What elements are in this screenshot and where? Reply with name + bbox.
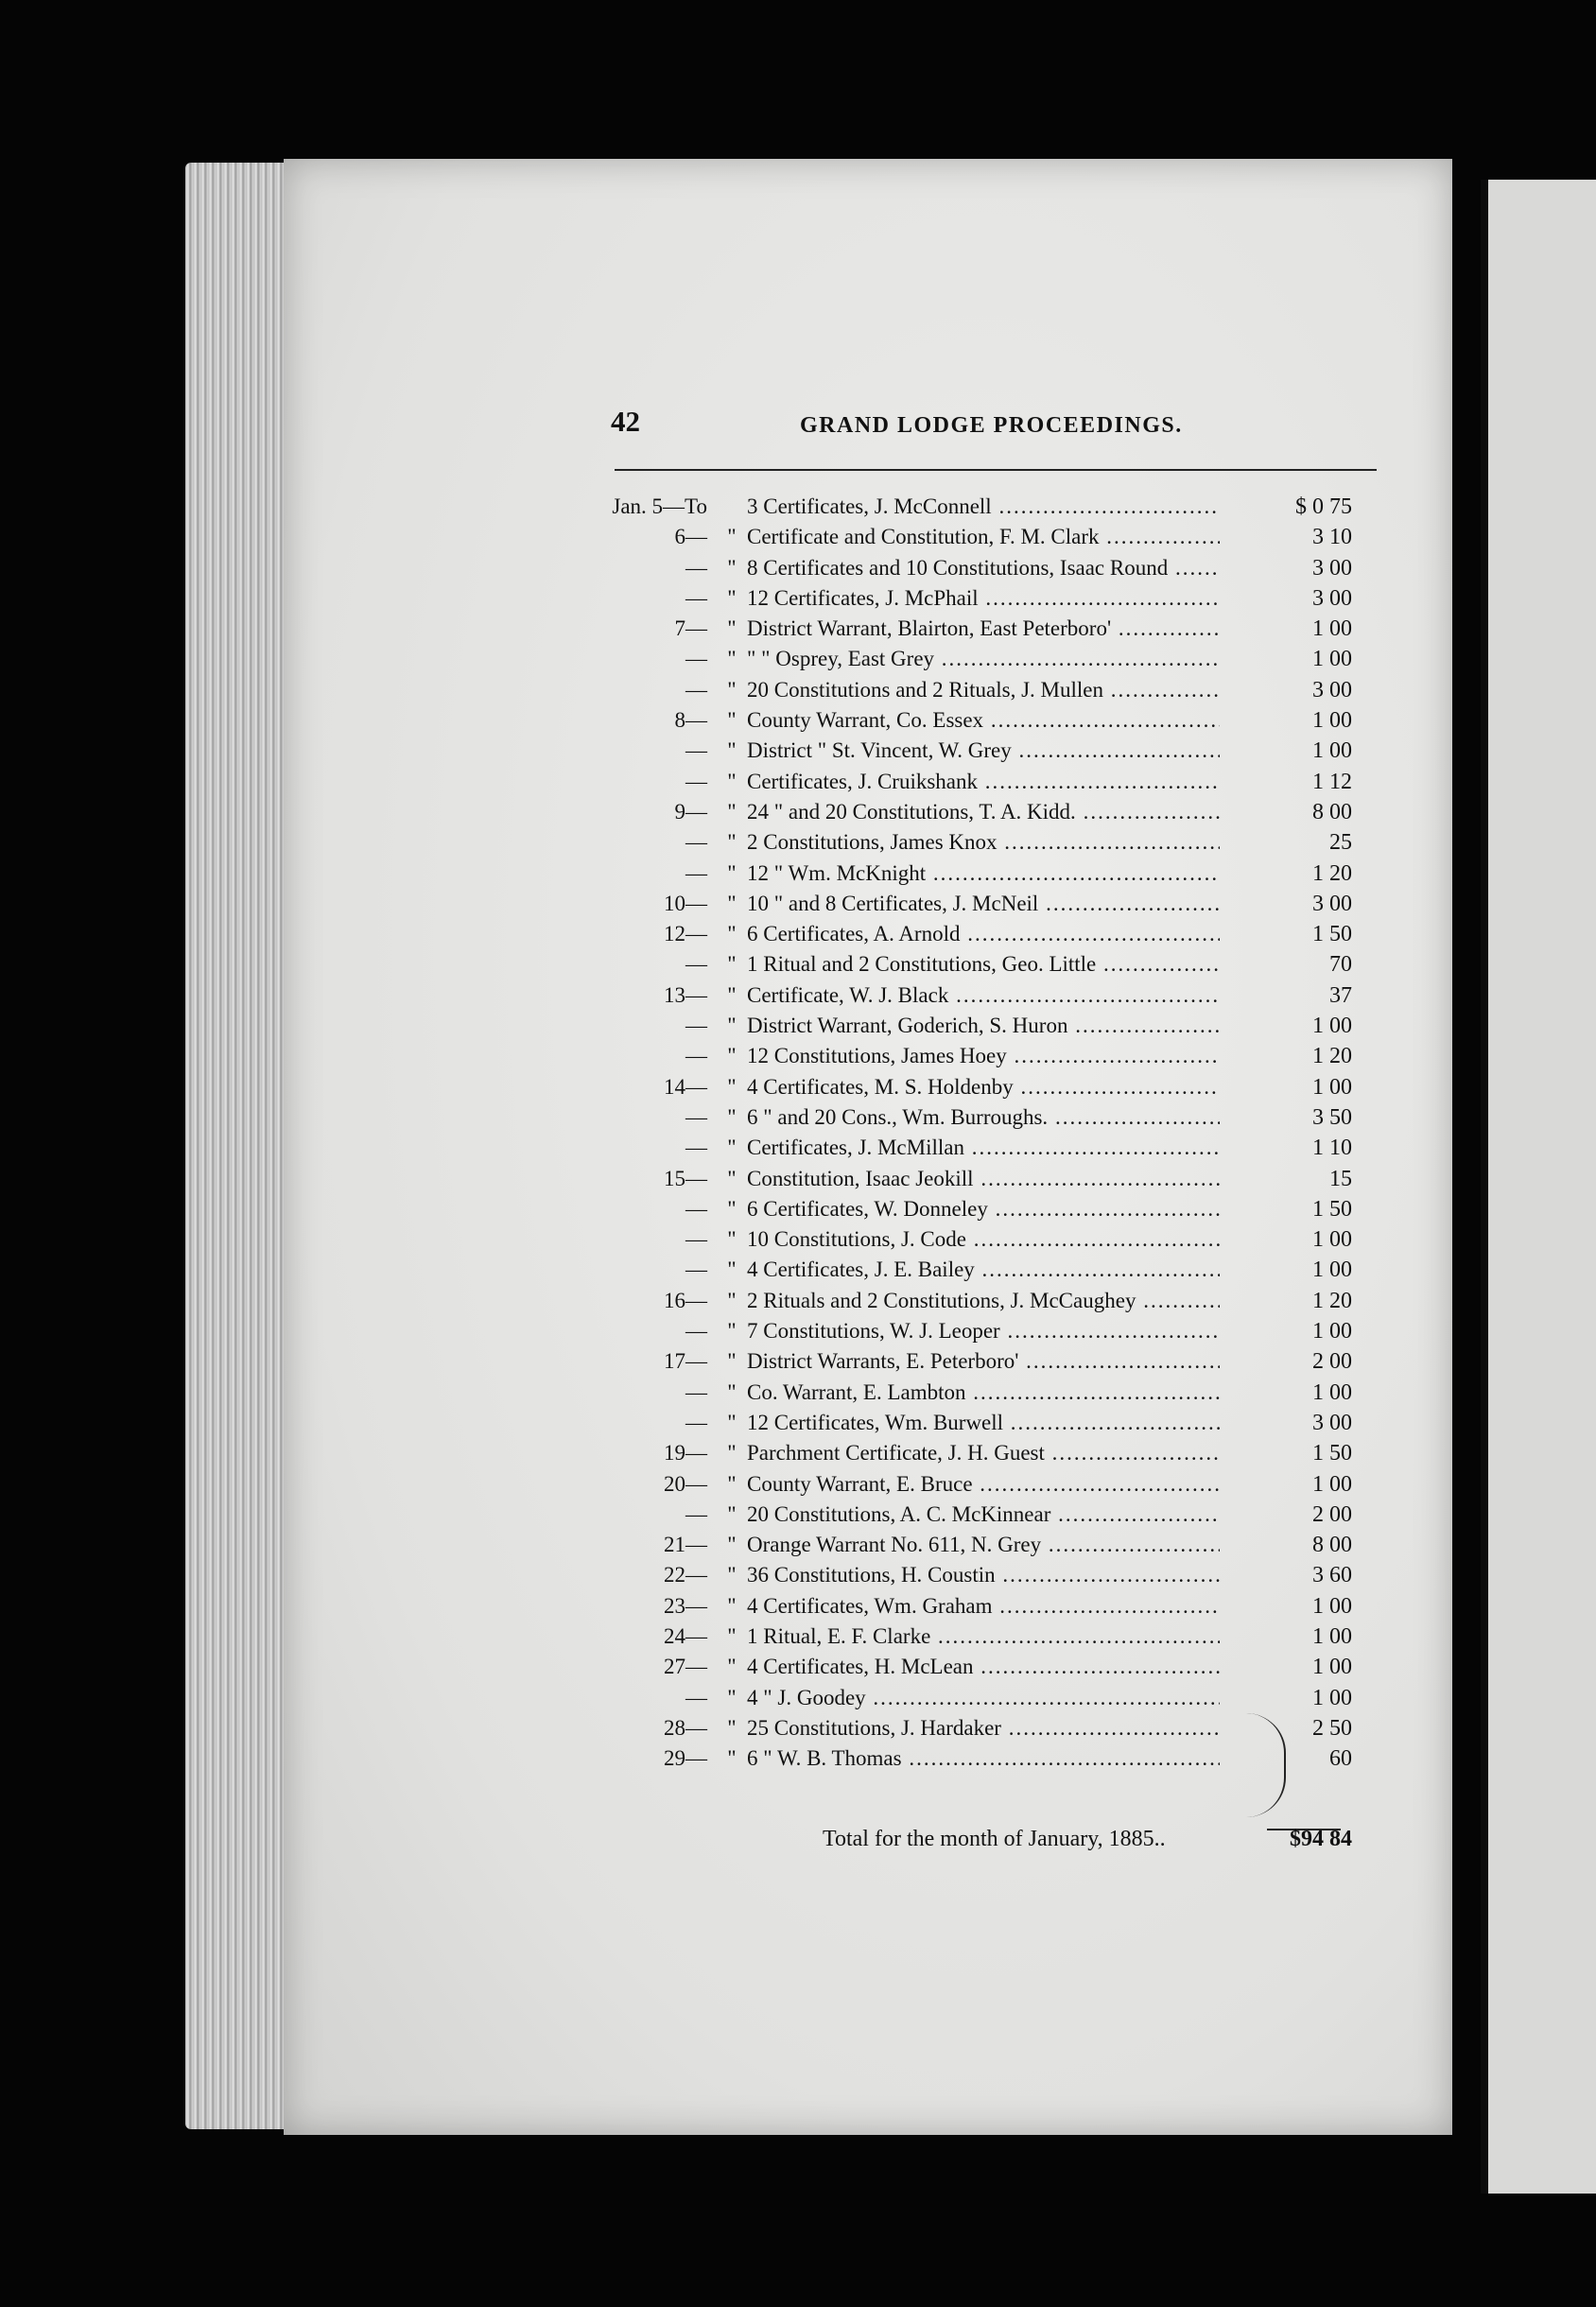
entry-date: — [685,1258,707,1282]
ledger-row [652,1408,1352,1438]
entry-date: — [685,1379,707,1404]
ditto-mark: " [727,1441,737,1466]
ledger-row [652,1316,1352,1346]
ditto-mark: " [727,1044,737,1068]
ditto-mark: " [727,1104,737,1129]
entry-description: 1 Ritual, E. F. Clarke ..... [747,1622,1220,1652]
ditto-mark: " [727,891,737,915]
ditto-mark: " [727,1655,737,1679]
entry-date: — [685,860,707,885]
entry-date: — [685,585,707,610]
entry-description: Orange Warrant No. 611, N. Grey ..... [747,1530,1220,1560]
entry-amount: 1 00 [1312,1685,1352,1710]
ledger-row [652,736,1352,766]
ditto-mark: " [727,677,737,702]
entry-amount: 1 50 [1312,1441,1352,1466]
entry-description: 20 Constitutions and 2 Rituals, J. Mullen ..... [747,675,1220,705]
ditto-mark: " [727,1501,737,1526]
ledger-row [652,1346,1352,1377]
entry-description: District Warrants, E. Peterboro' ..... [747,1346,1220,1377]
entry-description: 10 Constitutions, J. Code ..... [747,1224,1220,1255]
ledger-row [652,827,1352,858]
ledger-row [652,1041,1352,1071]
entry-description: 7 Constitutions, W. J. Leoper ..... [747,1316,1220,1346]
entry-description: 4 Certificates, M. S. Holdenby ..... [747,1072,1220,1102]
entry-date: 14— [664,1074,707,1099]
ditto-mark: " [727,1379,737,1404]
entry-description: Co. Warrant, E. Lambton ..... [747,1378,1220,1408]
ditto-mark: " [727,982,737,1007]
entry-description: District " St. Vincent, W. Grey ..... [747,736,1220,766]
ledger-row [652,1133,1352,1163]
ledger-row [652,949,1352,980]
ditto-mark: " [727,769,737,793]
ditto-mark: " [727,1349,737,1374]
entry-amount: 8 00 [1312,799,1352,824]
entry-description: Certificates, J. McMillan ..... [747,1133,1220,1163]
ditto-mark: " [727,860,737,885]
header-rule [615,469,1377,471]
entry-amount: 2 00 [1312,1349,1352,1375]
entry-date: 23— [664,1593,707,1618]
ditto-mark: " [727,585,737,610]
entry-amount: 1 00 [1312,1623,1352,1649]
ditto-mark: " [727,555,737,580]
entry-date: 8— [674,708,707,733]
ditto-mark: " [727,1136,737,1160]
entry-date: — [685,1410,707,1434]
entry-description: 6 Certificates, A. Arnold ..... [747,919,1220,949]
page-number: 42 [611,405,640,438]
ditto-mark: " [727,1258,737,1282]
ledger-row [652,1255,1352,1285]
entry-description: 25 Constitutions, J. Hardaker ..... [747,1713,1220,1743]
entry-description: 6 " and 20 Cons., Wm. Burroughs. ..... [747,1102,1220,1133]
entry-date: — [685,1196,707,1221]
entry-amount: 3 50 [1312,1104,1352,1130]
entry-date: 20— [664,1471,707,1496]
ledger-row [652,797,1352,827]
entry-amount: 1 00 [1312,1593,1352,1619]
entry-date: — [685,738,707,763]
entry-description: 6 Certificates, W. Donneley ..... [747,1194,1220,1224]
ditto-mark: " [727,799,737,824]
ledger-row [652,1224,1352,1255]
entry-description: District Warrant, Goderich, S. Huron ..... [747,1011,1220,1041]
ditto-mark: " [727,1623,737,1648]
entry-amount: 1 00 [1312,738,1352,764]
entry-date: Jan. 5—To [612,494,707,518]
entry-amount: 3 00 [1312,555,1352,581]
entry-amount: 1 00 [1312,616,1352,642]
entry-date: — [685,677,707,702]
entry-date: 13— [664,982,707,1007]
entry-description: County Warrant, Co. Essex ..... [747,705,1220,736]
entry-description: 4 Certificates, H. McLean ..... [747,1652,1220,1682]
entry-amount: 1 00 [1312,1074,1352,1100]
entry-date: 16— [664,1288,707,1312]
entry-amount: 1 00 [1312,1471,1352,1497]
entry-amount: 2 50 [1312,1715,1352,1741]
entry-amount: 3 00 [1312,585,1352,611]
ditto-mark: " [727,952,737,977]
ledger-row [652,1011,1352,1041]
entry-date: 6— [674,525,707,549]
ditto-mark: " [727,922,737,946]
entry-date: — [685,1014,707,1038]
entry-amount: 1 20 [1312,1288,1352,1313]
entry-description: 20 Constitutions, A. C. McKinnear ..... [747,1500,1220,1530]
entry-amount: 8 00 [1312,1533,1352,1558]
entry-amount: 1 00 [1312,1227,1352,1253]
ditto-mark: " [727,1166,737,1190]
ditto-mark: " [727,1593,737,1618]
entry-date: — [685,1501,707,1526]
entry-amount: 60 [1329,1746,1352,1772]
entry-description: 12 Certificates, Wm. Burwell ..... [747,1408,1220,1438]
entry-date: 9— [674,799,707,824]
total-row [652,1820,1352,1858]
entry-description: 12 " Wm. McKnight ..... [747,859,1220,889]
entry-description: County Warrant, E. Bruce ..... [747,1469,1220,1500]
ledger-row [612,492,1352,522]
ledger-row [652,1530,1352,1560]
entry-date: 19— [664,1441,707,1466]
facing-page [1488,180,1596,2194]
ledger-row [652,1438,1352,1468]
entry-amount: 2 00 [1312,1501,1352,1527]
ditto-mark: " [727,1319,737,1344]
entry-description: 2 Constitutions, James Knox ..... [747,827,1220,858]
ditto-mark: " [727,1074,737,1099]
entry-date: 22— [664,1563,707,1587]
ledger-row [652,553,1352,583]
ditto-mark: " [727,1715,737,1740]
entry-date: — [685,1136,707,1160]
entry-date: — [685,1044,707,1068]
entry-date: — [685,1685,707,1709]
entry-amount: 1 50 [1312,1196,1352,1222]
entry-date: 7— [674,616,707,641]
entry-description: 2 Rituals and 2 Constitutions, J. McCaughey ..... [747,1286,1220,1316]
entry-date: — [685,952,707,977]
entry-description: 10 " and 8 Certificates, J. McNeil ..... [747,889,1220,919]
entry-date: 24— [664,1623,707,1648]
ditto-mark: " [727,1288,737,1312]
ledger-row [652,889,1352,919]
entry-description: Constitution, Isaac Jeokill ..... [747,1164,1220,1194]
entry-amount: 37 [1329,982,1352,1008]
entry-description: 4 Certificates, J. E. Bailey ..... [747,1255,1220,1285]
entry-description: 3 Certificates, J. McConnell ..... [747,492,1220,522]
ledger-row [652,1500,1352,1530]
entry-date: — [685,1104,707,1129]
ledger-row [652,1194,1352,1224]
ledger-row [652,1622,1352,1652]
entry-amount: 1 10 [1312,1136,1352,1161]
ditto-mark: " [727,525,737,549]
ditto-mark: " [727,738,737,763]
entry-description: 24 " and 20 Constitutions, T. A. Kidd. ..... [747,797,1220,827]
entry-amount: 3 10 [1312,525,1352,550]
entry-description: 12 Constitutions, James Hoey ..... [747,1041,1220,1071]
entry-date: 15— [664,1166,707,1190]
entry-amount: 1 20 [1312,1044,1352,1069]
ledger-row [652,522,1352,552]
ledger-row [652,1683,1352,1713]
entry-date: — [685,1227,707,1252]
entry-date: 28— [664,1715,707,1740]
total-amount: $94 84 [1290,1827,1352,1851]
entry-description: 36 Constitutions, H. Coustin ..... [747,1560,1220,1590]
ditto-mark: " [727,830,737,855]
ledger-row [652,644,1352,674]
entry-description: 6 " W. B. Thomas ..... [747,1743,1220,1774]
ditto-mark: " [727,1014,737,1038]
entry-description: Parchment Certificate, J. H. Guest ..... [747,1438,1220,1468]
ledger-row [652,1164,1352,1194]
entry-amount: 1 00 [1312,708,1352,734]
ditto-mark: " [727,1746,737,1771]
entry-date: 27— [664,1655,707,1679]
entry-amount: 3 60 [1312,1563,1352,1588]
ledger-row [652,859,1352,889]
entry-description: 8 Certificates and 10 Constitutions, Isaac Round ..... [747,553,1220,583]
entry-amount: 1 00 [1312,1379,1352,1405]
entry-date: — [685,830,707,855]
entry-description: 1 Ritual and 2 Constitutions, Geo. Little ..... [747,949,1220,980]
ditto-mark: " [727,1410,737,1434]
entry-date: — [685,555,707,580]
ledger-table [612,492,1352,1774]
entry-description: Certificate and Constitution, F. M. Clark ..... [747,522,1220,552]
total-label: Total for the month of January, 1885.. [823,1827,1166,1851]
entry-amount: 3 00 [1312,891,1352,916]
entry-description: 4 Certificates, Wm. Graham ..... [747,1591,1220,1622]
entry-description: 12 Certificates, J. McPhail ..... [747,583,1220,614]
entry-date: 12— [664,922,707,946]
ledger-row [652,1560,1352,1590]
ditto-mark: " [727,616,737,641]
entry-description: 4 " J. Goodey ..... [747,1683,1220,1713]
ditto-mark: " [727,708,737,733]
entry-description: " " Osprey, East Grey ..... [747,644,1220,674]
ditto-mark: " [727,1685,737,1709]
ledger-row [652,1102,1352,1133]
entry-amount: 3 00 [1312,1410,1352,1435]
entry-date: 17— [664,1349,707,1374]
ledger-row [652,675,1352,705]
ditto-mark: " [727,1563,737,1587]
ledger-row [652,1286,1352,1316]
ditto-mark: " [727,1471,737,1496]
ditto-mark: " [727,1196,737,1221]
entry-amount: 15 [1329,1166,1352,1191]
ledger-row [652,919,1352,949]
ditto-mark: " [727,1533,737,1557]
entry-date: — [685,769,707,793]
entry-description: Certificates, J. Cruikshank ..... [747,767,1220,797]
entry-amount: $ 0 75 [1295,494,1352,519]
ledger-row [652,980,1352,1011]
running-title: GRAND LODGE PROCEEDINGS. [800,413,1183,438]
entry-description: Certificate, W. J. Black ..... [747,980,1220,1011]
entry-amount: 1 00 [1312,1655,1352,1680]
entry-amount: 1 50 [1312,922,1352,947]
entry-date: 29— [664,1746,707,1771]
entry-date: — [685,647,707,671]
ledger-row [652,1591,1352,1622]
page-header [611,405,1377,442]
entry-amount: 70 [1329,952,1352,978]
ditto-mark: " [727,647,737,671]
entry-amount: 25 [1329,830,1352,856]
entry-description: District Warrant, Blairton, East Peterboro' ..... [747,614,1220,644]
ledger-row [652,1378,1352,1408]
entry-amount: 1 12 [1312,769,1352,794]
entry-date: 10— [664,891,707,915]
entry-amount: 1 00 [1312,1319,1352,1344]
ditto-mark: " [727,1227,737,1252]
entry-amount: 1 00 [1312,1258,1352,1283]
entry-amount: 1 00 [1312,1014,1352,1039]
ledger-row [652,614,1352,644]
ledger-row [652,767,1352,797]
ledger-row [652,1072,1352,1102]
ledger-row [652,583,1352,614]
ledger-row [652,1469,1352,1500]
entry-amount: 1 20 [1312,860,1352,886]
entry-amount: 3 00 [1312,677,1352,703]
entry-date: — [685,1319,707,1344]
ledger-row [652,705,1352,736]
ledger-row [652,1652,1352,1682]
entry-amount: 1 00 [1312,647,1352,672]
entry-date: 21— [664,1533,707,1557]
